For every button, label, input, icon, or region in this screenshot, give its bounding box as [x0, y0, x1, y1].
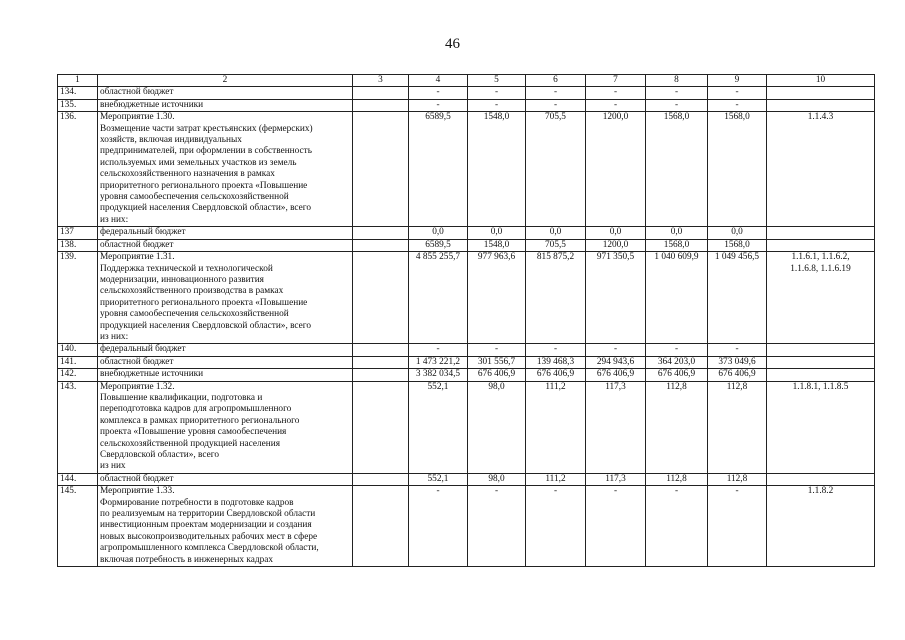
value-cell: 1568,0	[708, 239, 767, 251]
table-row	[58, 369, 875, 381]
value-cell: 0,0	[586, 227, 646, 239]
value-cell: 112,8	[708, 473, 767, 485]
value-cell: 0,0	[526, 227, 586, 239]
table-row	[58, 239, 875, 251]
target-index-cell	[767, 473, 875, 485]
value-cell: 112,8	[646, 473, 708, 485]
header-cell: 1	[58, 75, 98, 87]
value-cell: 705,5	[526, 112, 586, 227]
value-cell: 971 350,5	[586, 252, 646, 344]
row-number-cell: 140.	[58, 344, 98, 356]
value-cell: -	[586, 99, 646, 111]
target-index-cell: 1.1.8.2	[767, 486, 875, 567]
value-cell: 676 406,9	[526, 369, 586, 381]
table-row	[58, 87, 875, 99]
value-cell: 1 473 221,2	[409, 356, 468, 368]
value-cell: -	[468, 87, 526, 99]
value-cell: -	[646, 87, 708, 99]
value-cell: 552,1	[409, 473, 468, 485]
value-cell: 98,0	[468, 381, 526, 473]
target-index-cell	[767, 356, 875, 368]
target-index-cell	[767, 99, 875, 111]
value-cell: 139 468,3	[526, 356, 586, 368]
value-cell: -	[409, 87, 468, 99]
value-cell: -	[526, 99, 586, 111]
value-cell: 117,3	[586, 473, 646, 485]
description-cell: областной бюджет	[98, 356, 353, 368]
value-cell: 705,5	[526, 239, 586, 251]
value-cell: -	[409, 486, 468, 567]
target-index-cell	[767, 227, 875, 239]
table-row	[58, 99, 875, 111]
value-cell: 112,8	[708, 381, 767, 473]
target-index-cell	[767, 239, 875, 251]
value-cell: 3 382 034,5	[409, 369, 468, 381]
header-cell: 10	[767, 75, 875, 87]
table-row	[58, 381, 875, 473]
value-cell: -	[708, 87, 767, 99]
description-cell: федеральный бюджет	[98, 227, 353, 239]
column-3-cell	[353, 369, 409, 381]
target-index-cell	[767, 369, 875, 381]
description-cell: областной бюджет	[98, 239, 353, 251]
value-cell: 1200,0	[586, 239, 646, 251]
row-number-cell: 134.	[58, 87, 98, 99]
value-cell: 6589,5	[409, 112, 468, 227]
row-number-cell: 141.	[58, 356, 98, 368]
header-cell: 2	[98, 75, 353, 87]
value-cell: 1548,0	[468, 112, 526, 227]
value-cell: 1568,0	[646, 112, 708, 227]
value-cell: -	[708, 99, 767, 111]
description-cell: федеральный бюджет	[98, 344, 353, 356]
row-number-cell: 145.	[58, 486, 98, 567]
value-cell: -	[586, 344, 646, 356]
value-cell: -	[708, 486, 767, 567]
value-cell: 1 040 609,9	[646, 252, 708, 344]
value-cell: 1568,0	[708, 112, 767, 227]
header-cell: 9	[708, 75, 767, 87]
column-3-cell	[353, 99, 409, 111]
row-number-cell: 136.	[58, 112, 98, 227]
column-3-cell	[353, 356, 409, 368]
value-cell: 1548,0	[468, 239, 526, 251]
value-cell: 112,8	[646, 381, 708, 473]
value-cell: 1 049 456,5	[708, 252, 767, 344]
header-cell: 7	[586, 75, 646, 87]
value-cell: 676 406,9	[646, 369, 708, 381]
value-cell: 676 406,9	[468, 369, 526, 381]
table-row	[58, 486, 875, 567]
column-3-cell	[353, 344, 409, 356]
value-cell: 1568,0	[646, 239, 708, 251]
program-table	[57, 74, 875, 567]
value-cell: -	[526, 486, 586, 567]
value-cell: -	[409, 99, 468, 111]
row-number-cell: 137	[58, 227, 98, 239]
value-cell: -	[646, 486, 708, 567]
value-cell: -	[468, 344, 526, 356]
table-row	[58, 473, 875, 485]
column-3-cell	[353, 486, 409, 567]
value-cell: 111,2	[526, 473, 586, 485]
value-cell: -	[468, 486, 526, 567]
value-cell: -	[526, 344, 586, 356]
description-cell: Мероприятие 1.33. Формирование потребности в подготовке кадров по реализуемым на территории Свердловской области инвестиционным проектам модернизации и создания новых высокопроизводительных рабочих мест в сфере агропромышленного комплекса Свердловской области, включая потребность в инженерных кадрах	[98, 486, 353, 567]
value-cell: -	[468, 99, 526, 111]
column-3-cell	[353, 239, 409, 251]
header-cell: 3	[353, 75, 409, 87]
value-cell: 0,0	[646, 227, 708, 239]
column-3-cell	[353, 112, 409, 227]
table-row	[58, 356, 875, 368]
description-cell: Мероприятие 1.32. Повышение квалификации, подготовка и переподготовка кадров для агропромышленного комплекса в рамках приоритетного регионального проекта «Повышение уровня самообеспечения сельскохозяйственной продукцией населения Свердловской области», всего из них	[98, 381, 353, 473]
row-number-cell: 142.	[58, 369, 98, 381]
value-cell: 117,3	[586, 381, 646, 473]
row-number-cell: 139.	[58, 252, 98, 344]
value-cell: 6589,5	[409, 239, 468, 251]
description-cell: областной бюджет	[98, 87, 353, 99]
value-cell: -	[409, 344, 468, 356]
target-index-cell: 1.1.6.1, 1.1.6.2, 1.1.6.8, 1.1.6.19	[767, 252, 875, 344]
description-cell: областной бюджет	[98, 473, 353, 485]
value-cell: -	[646, 344, 708, 356]
value-cell: 552,1	[409, 381, 468, 473]
description-cell: внебюджетные источники	[98, 99, 353, 111]
value-cell: 0,0	[468, 227, 526, 239]
header-cell: 8	[646, 75, 708, 87]
value-cell: -	[586, 486, 646, 567]
value-cell: -	[646, 99, 708, 111]
column-3-cell	[353, 473, 409, 485]
column-3-cell	[353, 381, 409, 473]
value-cell: 815 875,2	[526, 252, 586, 344]
description-cell: Мероприятие 1.31. Поддержка технической и технологической модернизации, инновационного развития сельскохозяйственного производства в рамках приоритетного регионального проекта «Повышение уровня самообеспечения сельскохозяйственной продукцией населения Свердловской области», всего из них:	[98, 252, 353, 344]
row-number-cell: 143.	[58, 381, 98, 473]
header-cell: 6	[526, 75, 586, 87]
value-cell: 364 203,0	[646, 356, 708, 368]
value-cell: 373 049,6	[708, 356, 767, 368]
value-cell: 0,0	[708, 227, 767, 239]
value-cell: 977 963,6	[468, 252, 526, 344]
value-cell: 294 943,6	[586, 356, 646, 368]
value-cell: -	[526, 87, 586, 99]
target-index-cell: 1.1.4.3	[767, 112, 875, 227]
row-number-cell: 138.	[58, 239, 98, 251]
header-row	[58, 75, 875, 87]
value-cell: 98,0	[468, 473, 526, 485]
target-index-cell	[767, 87, 875, 99]
value-cell: 301 556,7	[468, 356, 526, 368]
column-3-cell	[353, 87, 409, 99]
row-number-cell: 144.	[58, 473, 98, 485]
value-cell: -	[586, 87, 646, 99]
description-cell: Мероприятие 1.30. Возмещение части затрат крестьянских (фермерских) хозяйств, включая индивидуальных предпринимателей, при оформлении в собственность используемых ими земельных участков из земель сельскохозяйственного назначения в рамках приоритетного регионального проекта «Повышение уровня самообеспечения сельскохозяйственной продукцией населения Свердловской области», всего из них:	[98, 112, 353, 227]
value-cell: 1200,0	[586, 112, 646, 227]
header-cell: 5	[468, 75, 526, 87]
value-cell: 111,2	[526, 381, 586, 473]
value-cell: 676 406,9	[586, 369, 646, 381]
value-cell: 4 855 255,7	[409, 252, 468, 344]
value-cell: -	[708, 344, 767, 356]
target-index-cell: 1.1.8.1, 1.1.8.5	[767, 381, 875, 473]
table-row	[58, 227, 875, 239]
table-row	[58, 112, 875, 227]
value-cell: 676 406,9	[708, 369, 767, 381]
value-cell: 0,0	[409, 227, 468, 239]
column-3-cell	[353, 227, 409, 239]
row-number-cell: 135.	[58, 99, 98, 111]
description-cell: внебюджетные источники	[98, 369, 353, 381]
table-row	[58, 344, 875, 356]
column-3-cell	[353, 252, 409, 344]
header-cell: 4	[409, 75, 468, 87]
page-number: 46	[445, 36, 460, 52]
table-row	[58, 252, 875, 344]
target-index-cell	[767, 344, 875, 356]
